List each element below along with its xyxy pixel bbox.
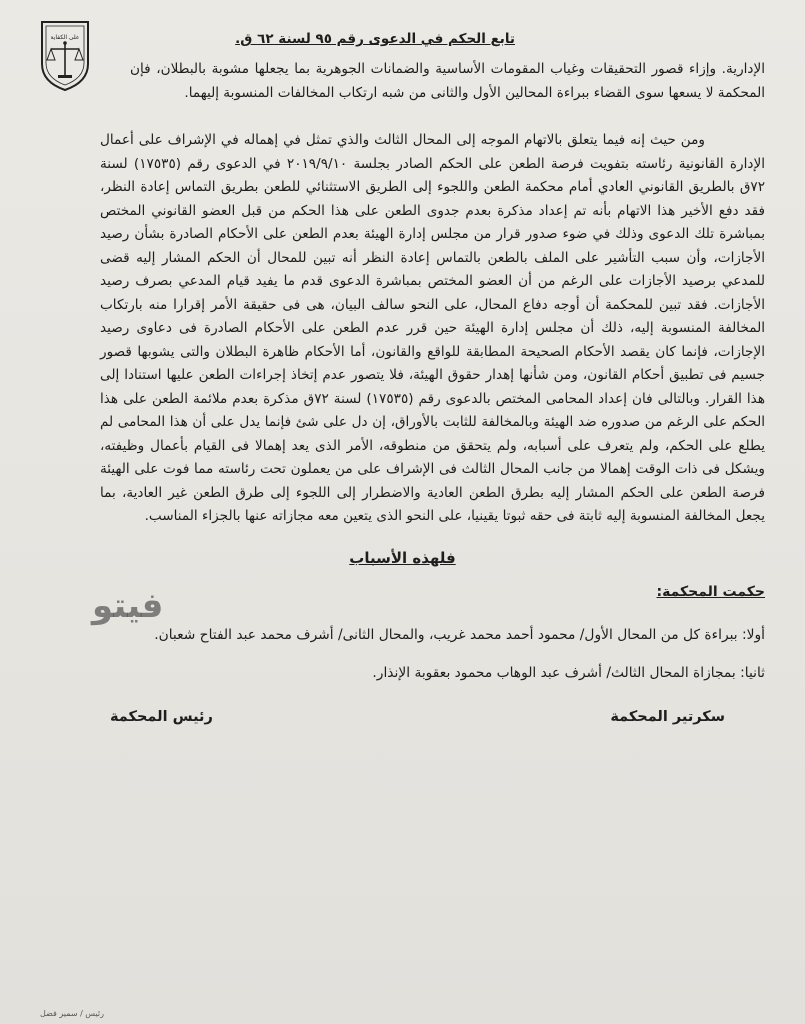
- secretary-signature: سكرتير المحكمة: [610, 708, 725, 725]
- president-signature: رئيس المحكمة: [110, 708, 213, 725]
- court-seal: [38, 18, 92, 92]
- judged-heading: حكمت المحكمة:: [656, 583, 765, 600]
- watermark: فيتو: [92, 586, 164, 626]
- paragraph-1: الإدارية. وإزاء قصور التحقيقات وغياب المقومات الأساسية والضمانات الجوهرية بما يجعلها مشوبة بالبطلان، فإن المحكمة لا يسعها سوى القضاء ببراءة المحالين الأول والثانى من شبه ارتكاب المخالفات المنسوبة إليهما.: [130, 61, 765, 101]
- ruling-second: ثانيا: بمجازاة المحال الثالث/ أشرف عبد الوهاب محمود بعقوبة الإنذار.: [372, 664, 765, 681]
- signature-block: [40, 709, 765, 725]
- ruling-first: أولا: ببراءة كل من المحال الأول/ محمود أحمد محمد غريب، والمحال الثانى/ أشرف محمد عبد الفتاح شعبان.: [154, 626, 765, 643]
- scales-of-justice-icon: [38, 18, 92, 92]
- reasons-heading: فلهذه الأسباب: [349, 548, 456, 567]
- continuation-header: تابع الحكم في الدعوى رقم ٩٥ لسنة ٦٢ ق.: [235, 31, 515, 47]
- footer-note: رئيس / سمير فضل: [40, 1009, 105, 1018]
- seal-text: على الكفاية: [50, 34, 80, 41]
- paragraph-2: ومن حيث إنه فيما يتعلق بالاتهام الموجه إلى المحال الثالث والذي تمثل في إهماله في الإشراف على أعمال الإدارة القانونية رئاسته بتفويت فرصة الطعن على الحكم الصادر بجلسة ٢٠١٩/٩/١٠ في الدعوى رقم (١٧٥٣٥) لسنة ٧٢ق بالطريق القانوني العادي أمام محكمة الطعن واللجوء إلى الطريق الاستثنائي للطعن بطريق التماس إعادة النظر، فقد دفع الأخير هذا الاتهام بأنه تم إعداد مذكرة بعدم جدوى الطعن على هذا الحكم من قبل العضو القانوني المختص بمباشرة تلك الدعوى وذلك في ضوء صدور قرار من مجلس إدارة الهيئة بعدم الطعن على الأحكام الصادرة بشأن رصيد الأجازات، وأن سبب التأشير على الملف بالطعن بالتماس إعادة النظر أنه تبين للمحال أن الحكم المشار إليه قضى للمدعي برصيد الأجازات على الرغم من أن العضو المختص بمباشرة الدعوى قدم ما يفيد قيام المدعي بصرف رصيد الأجازات. فقد تبين للمحكمة أن أوجه دفاع المحال، على النحو سالف البيان، هى فى حقيقة الأمر إقرارا منه بارتكاب المخالفة المنسوبة إليه، ذلك أن مجلس إدارة الهيئة حين قرر عدم الطعن على الأحكام الصادرة فى دعاوى رصيد الإجازات، فإنما كان يقصد الأحكام الصحيحة المطابقة للواقع والقانون، أما الأحكام ظاهرة البطلان والتى يشوبها قصور جسيم فى تطبيق أحكام القانون، ومن شأنها إهدار حقوق الهيئة، فلا يتصور عدم إتخاذ إجراءات الطعن عليها استنادا إلى هذا القرار. وبالتالى فان إعداد المحامى المختص بالدعوى رقم (١٧٥٣٥) لسنة ٧٢ق مذكرة بعدم ملائمة الطعن على هذا الحكم على الرغم من صدوره ضد الهيئة وبالمخالفة للثابت بالأوراق، إن دل على شئ فإنما يدل على أن هذا المحامى لم يطلع على الحكم، ولم يتعرف على أسبابه، ولم يتحقق من منطوقه، الأمر الذى يعد إهمالا فى القيام بأعمال وظيفته، ويشكل فى ذات الوقت إهمالا من جانب المحال الثالث فى الإشراف على من يعملون تحت رئاسته مما فوت على الهيئة فرصة الطعن على الحكم المشار إليه بطرق الطعن العادية والاضطرار إلى اللجوء إلى طرق الطعن غير العادية، بما يجعل المخالفة المنسوبة إليه ثابتة فى حقه ثبوتا يقينيا، على النحو الذى يتعين معه مجازاته عنها بالجزاء المناسب.: [100, 132, 765, 524]
